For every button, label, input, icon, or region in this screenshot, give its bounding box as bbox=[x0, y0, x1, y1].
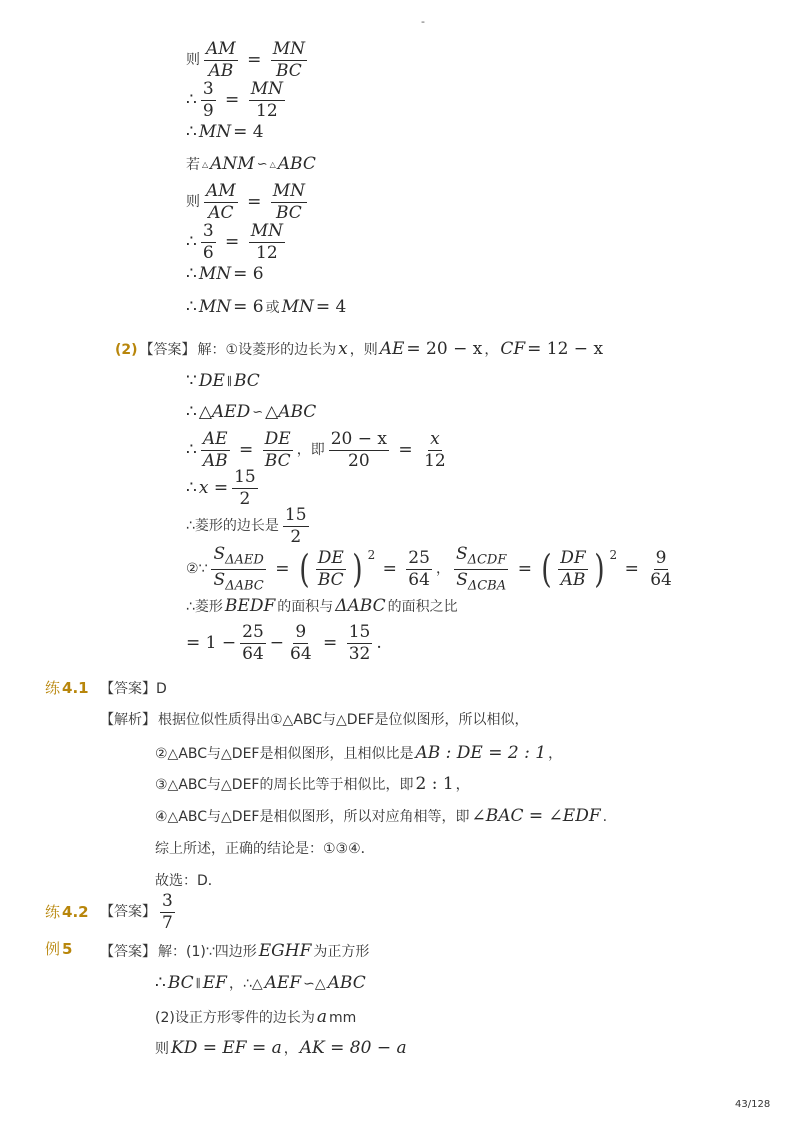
fraction: $\frac{DE}{BC}$ bbox=[264, 429, 291, 471]
ex41-analysis-5: 综上所述，正确的结论是：①③④． bbox=[155, 841, 375, 857]
fraction: $\frac{9}{64}$ bbox=[290, 622, 312, 664]
ex41-answer: 【答案】D bbox=[100, 681, 167, 697]
eq-line-5: 则 $\frac{AM}{AC}$ = $\frac{MN}{BC}$ bbox=[186, 181, 306, 223]
fraction: $\frac{x}{12}$ bbox=[424, 429, 446, 471]
fraction: $\frac{MN}{BC}$ bbox=[272, 181, 306, 223]
fraction: $\frac{25}{64}$ bbox=[242, 622, 264, 664]
ex5-line-4: 则 KD = EF = a ， AK = 80 − a bbox=[155, 1038, 407, 1058]
fraction: $\frac{DF}{AB}$ bbox=[560, 548, 586, 590]
header-mark: - bbox=[421, 15, 425, 28]
ex41-header: 练 4.1 bbox=[45, 679, 89, 697]
part2-line-area-ratios: ②∵ $\frac{S_{\Delta AED}}{S_{\Delta ABC}}$ = ( $\frac{DE}{BC}$ ) 2 = $\frac{25}{64}$ ， $\frac{S_{\Delta CDF}}{S_{\Delta CBA}}$ = ( $\frac{DF}{AB}$ ) 2 = $\frac{9}{64}$ bbox=[186, 544, 672, 594]
ex41-analysis-3: ③△ABC与△DEF的周长比等于相似比，即 2 : 1 ， bbox=[155, 774, 470, 794]
fraction: $\frac{MN}{BC}$ bbox=[272, 39, 306, 81]
eq-line-4: 若 △ ANM ∽ △ ABC bbox=[186, 154, 316, 174]
ex5-line-2: ∴ BC ∥ EF ，∴△ AEF ∽△ ABC bbox=[155, 973, 366, 993]
fraction: $\frac{AM}{AB}$ bbox=[206, 39, 236, 81]
fraction: $\frac{AE}{AB}$ bbox=[202, 429, 228, 471]
fraction: $\frac{15}{32}$ bbox=[348, 622, 371, 664]
fraction: $\frac{S_{\Delta AED}}{S_{\Delta ABC}}$ bbox=[213, 544, 264, 594]
part2-line-parallel: ∵ DE ∥ BC bbox=[186, 371, 260, 391]
ex5-header: 例 5 bbox=[45, 940, 73, 958]
fraction: $\frac{DE}{BC}$ bbox=[317, 548, 344, 590]
part2-line-area-text: ∴菱形 BEDF 的面积与 ΔABC 的面积之比 bbox=[186, 596, 458, 616]
part2-line-side: ∴菱形的边长是 $\frac{15}{2}$ bbox=[186, 505, 307, 547]
fraction: $\frac{S_{\Delta CDF}}{S_{\Delta CBA}}$ bbox=[455, 544, 507, 594]
fraction: $\frac{MN}{12}$ bbox=[250, 79, 284, 121]
eq-line-1: 则 $\frac{AM}{AB}$ = $\frac{MN}{BC}$ bbox=[186, 39, 306, 81]
ex41-analysis-1: 【解析】 根据位似性质得出①△ABC与△DEF是位似图形，所以相似， bbox=[100, 712, 529, 728]
fraction: $\frac{3}{6}$ bbox=[202, 221, 214, 263]
eq-line-8: ∴ MN = 6 或 MN = 4 bbox=[186, 297, 347, 317]
ex41-analysis-4: ④△ABC与△DEF是相似图形，所以对应角相等，即 ∠BAC = ∠EDF . bbox=[155, 806, 608, 826]
part2-line-similar: ∴ △AED ∽ △ABC bbox=[186, 402, 317, 422]
part2-intro: (2) 【答案】 解：①设菱形的边长为 x ，则 AE = 20 − x ， CF = 12 − x bbox=[115, 339, 604, 359]
eq-line-3: ∴ MN = 4 bbox=[186, 122, 264, 142]
fraction: $\frac{9}{64}$ bbox=[650, 548, 672, 590]
fraction: $\frac{25}{64}$ bbox=[408, 548, 430, 590]
fraction: $\frac{3}{9}$ bbox=[202, 79, 214, 121]
fraction: $\frac{MN}{12}$ bbox=[250, 221, 284, 263]
eq-line-6: ∴ $\frac{3}{6}$ = $\frac{MN}{12}$ bbox=[186, 221, 284, 263]
ex5-line-3: (2)设正方形零件的边长为 a mm bbox=[155, 1007, 357, 1027]
eq-line-2: ∴ $\frac{3}{9}$ = $\frac{MN}{12}$ bbox=[186, 79, 284, 121]
part2-line-ratio: ∴ $\frac{AE}{AB}$ = $\frac{DE}{BC}$ ，即 $\frac{20 - x}{20}$ = $\frac{x}{12}$ bbox=[186, 429, 446, 471]
ex42-answer: 【答案】 $\frac{3}{7}$ bbox=[100, 891, 173, 933]
eq-line-7: ∴ MN = 6 bbox=[186, 264, 264, 284]
ex41-analysis-6: 故选：D． bbox=[155, 873, 222, 889]
ex42-header: 练 4.2 bbox=[45, 903, 89, 921]
fraction: $\frac{15}{2}$ bbox=[284, 505, 307, 547]
fraction: $\frac{15}{2}$ bbox=[234, 467, 256, 509]
fraction: $\frac{AM}{AC}$ bbox=[206, 181, 236, 223]
fraction: $\frac{3}{7}$ bbox=[162, 891, 173, 933]
part2-line-final: = 1 − $\frac{25}{64}$ − $\frac{9}{64}$ = $\frac{15}{32}$ . bbox=[186, 622, 382, 664]
ex41-analysis-2: ②△ABC与△DEF是相似图形，且相似比是 AB : DE = 2 : 1 ， bbox=[155, 743, 563, 763]
page-number: 43/128 bbox=[735, 1099, 771, 1110]
ex5-line-1: 【答案】 解：(1)∵四边形 EGHF 为正方形 bbox=[100, 941, 370, 961]
part2-line-x: ∴ x = $\frac{15}{2}$ bbox=[186, 467, 256, 509]
ze-text: 则 bbox=[186, 52, 200, 69]
fraction: $\frac{20 - x}{20}$ bbox=[330, 429, 387, 471]
